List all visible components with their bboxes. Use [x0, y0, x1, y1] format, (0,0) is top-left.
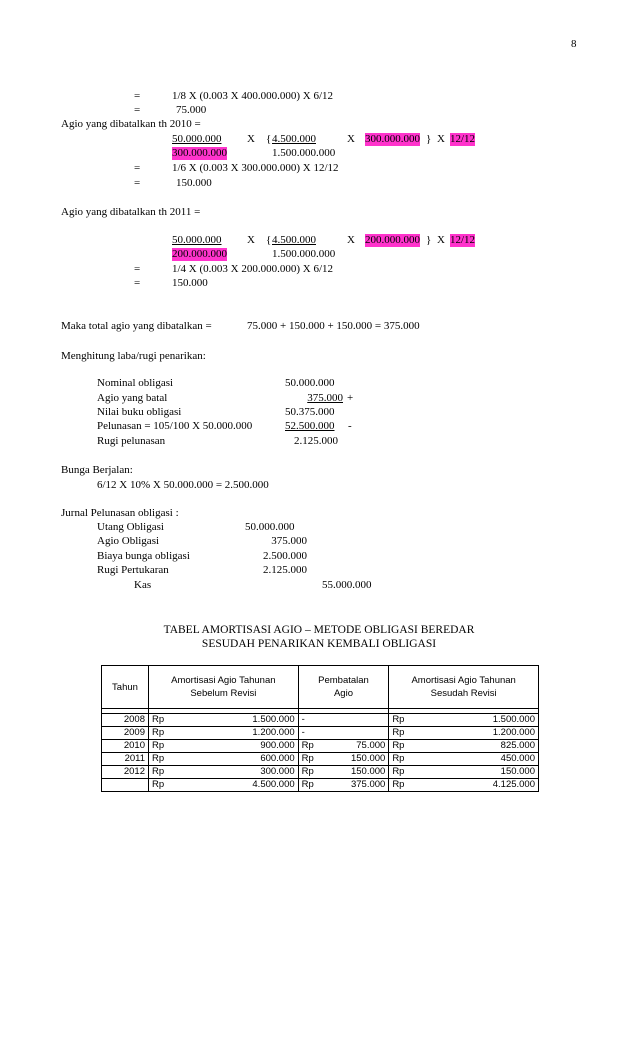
minus-sign: -	[348, 420, 352, 432]
plus-sign: +	[347, 392, 354, 404]
cell-after: 1.200.000	[419, 727, 538, 740]
cell-currency: Rp	[298, 766, 329, 779]
calc-2010-line1: 1/6 X (0.003 X 300.000.000) X 12/12	[172, 162, 339, 174]
jurnal-heading: Jurnal Pelunasan obligasi :	[61, 507, 179, 519]
labarugi-value: 50.375.000	[285, 406, 335, 418]
labarugi-label: Nilai buku obligasi	[97, 406, 182, 418]
agio-2011-label: Agio yang dibatalkan th 2011 =	[61, 206, 201, 218]
numerator-value: 50.000.000	[172, 234, 222, 246]
total-agio-label: Maka total agio yang dibatalkan =	[61, 320, 212, 332]
cell-currency: Rp	[149, 779, 180, 792]
highlighted-denominator: 200.000.000	[172, 248, 227, 260]
table-subtitle: SESUDAH PENARIKAN KEMBALI OBLIGASI	[201, 638, 437, 650]
cell-cancel	[329, 714, 389, 727]
jurnal-debit: 2.500.000	[263, 550, 307, 562]
highlighted-fraction: 12/12	[450, 234, 476, 246]
table-header-row	[102, 666, 539, 709]
highlighted-fraction: 12/12	[450, 133, 476, 145]
header-tahun: Tahun	[102, 666, 149, 709]
table-row	[102, 766, 539, 779]
bunga-line: 6/12 X 10% X 50.000.000 = 2.500.000	[97, 479, 269, 491]
times-sign: X	[347, 133, 355, 145]
cell-year: 2009	[102, 727, 149, 740]
cell-before: 300.000	[179, 766, 298, 779]
cell-cancel: 150.000	[329, 753, 389, 766]
cell-currency: Rp	[389, 714, 420, 727]
denominator-value: 1.500.000.000	[272, 147, 336, 159]
eq-sign: =	[134, 104, 141, 116]
eq-sign: =	[134, 177, 141, 189]
cell-cancel	[329, 727, 389, 740]
labarugi-label: Nominal obligasi	[97, 377, 174, 389]
eq-sign: =	[134, 263, 141, 275]
cell-cancel: 150.000	[329, 766, 389, 779]
jurnal-debit: 50.000.000	[245, 521, 295, 533]
jurnal-credit-account: Kas	[134, 579, 152, 591]
cell-currency: Rp	[149, 740, 180, 753]
header-text: Sesudah Revisi	[430, 688, 497, 699]
bunga-heading: Bunga Berjalan:	[61, 464, 133, 476]
labarugi-heading: Menghitung laba/rugi penarikan:	[61, 350, 206, 362]
highlighted-value: 200.000.000	[365, 234, 420, 246]
times-sign: X	[247, 133, 255, 145]
highlighted-denominator: 300.000.000	[172, 147, 227, 159]
jurnal-account: Rugi Pertukaran	[97, 564, 169, 576]
cell-after: 825.000	[419, 740, 538, 753]
table-row	[102, 740, 539, 753]
cell-year	[102, 779, 149, 792]
cell-after: 450.000	[419, 753, 538, 766]
table-row	[102, 727, 539, 740]
cell-currency: Rp	[149, 766, 180, 779]
brace: {	[266, 133, 272, 145]
cell-currency: Rp	[298, 740, 329, 753]
table-total-row	[102, 779, 539, 792]
page-number: 8	[571, 38, 577, 50]
cell-currency: Rp	[149, 714, 180, 727]
cell-cancel: 75.000	[329, 740, 389, 753]
agio-2010-label: Agio yang dibatalkan th 2010 =	[61, 118, 201, 130]
cell-currency: Rp	[389, 766, 420, 779]
cell-after: 1.500.000	[419, 714, 538, 727]
cell-year: 2008	[102, 714, 149, 727]
labarugi-label: Rugi pelunasan	[97, 435, 166, 447]
times-sign: X	[437, 234, 445, 246]
cell-currency: -	[298, 727, 329, 740]
cell-before: 600.000	[179, 753, 298, 766]
cell-before: 1.500.000	[179, 714, 298, 727]
amortization-table	[101, 665, 539, 792]
jurnal-credit: 55.000.000	[322, 579, 372, 591]
cell-cancel-total: 375.000	[329, 779, 389, 792]
jurnal-debit: 375.000	[271, 535, 307, 547]
cell-year: 2010	[102, 740, 149, 753]
cell-year: 2012	[102, 766, 149, 779]
table-row	[102, 753, 539, 766]
numerator-value: 4.500.000	[272, 133, 316, 145]
header-after-revision	[389, 666, 539, 709]
cell-currency: Rp	[298, 753, 329, 766]
labarugi-value: 50.000.000	[285, 377, 335, 389]
header-text: Sebelum Revisi	[190, 688, 257, 699]
jurnal-account: Biaya bunga obligasi	[97, 550, 190, 562]
header-text: Amortisasi Agio Tahunan	[411, 675, 516, 686]
calc-2009-line1: 1/8 X (0.003 X 400.000.000) X 6/12	[172, 90, 334, 102]
cell-year: 2011	[102, 753, 149, 766]
times-sign: X	[247, 234, 255, 246]
cell-currency: Rp	[389, 740, 420, 753]
labarugi-value: 52.500.000	[285, 420, 335, 432]
highlighted-value: 300.000.000	[365, 133, 420, 145]
numerator-value: 4.500.000	[272, 234, 316, 246]
eq-sign: =	[134, 90, 141, 102]
labarugi-value: 375.000	[307, 392, 343, 404]
jurnal-account: Utang Obligasi	[97, 521, 164, 533]
times-sign: X	[437, 133, 445, 145]
cell-currency: Rp	[389, 779, 420, 792]
cell-after: 150.000	[419, 766, 538, 779]
header-text: Amortisasi Agio Tahunan	[171, 675, 276, 686]
cell-currency: Rp	[389, 727, 420, 740]
labarugi-value: 2.125.000	[294, 435, 338, 447]
jurnal-account: Agio Obligasi	[97, 535, 160, 547]
table-title: TABEL AMORTISASI AGIO – METODE OBLIGASI BEREDAR	[163, 624, 475, 636]
calc-2011-line1: 1/4 X (0.003 X 200.000.000) X 6/12	[172, 263, 334, 275]
labarugi-label: Pelunasan = 105/100 X 50.000.000	[97, 420, 253, 432]
jurnal-debit: 2.125.000	[263, 564, 307, 576]
cell-before: 900.000	[179, 740, 298, 753]
cell-currency: Rp	[298, 779, 329, 792]
header-text: Agio	[333, 688, 353, 699]
eq-sign: =	[134, 277, 141, 289]
header-text: Pembatalan	[318, 675, 369, 686]
times-sign: X	[347, 234, 355, 246]
labarugi-label: Agio yang batal	[97, 392, 168, 404]
table-row	[102, 714, 539, 727]
header-cancellation	[298, 666, 389, 709]
total-agio-value: 75.000 + 150.000 + 150.000 = 375.000	[247, 320, 420, 332]
calc-2009-result: 75.000	[176, 104, 207, 116]
cell-currency: Rp	[149, 753, 180, 766]
calc-2010-result: 150.000	[176, 177, 212, 189]
numerator-value: 50.000.000	[172, 133, 222, 145]
cell-before-total: 4.500.000	[179, 779, 298, 792]
eq-sign: =	[134, 162, 141, 174]
cell-currency: Rp	[389, 753, 420, 766]
brace: }	[426, 234, 432, 246]
calc-2011-result: 150.000	[172, 277, 208, 289]
brace: }	[426, 133, 432, 145]
cell-before: 1.200.000	[179, 727, 298, 740]
header-before-revision	[149, 666, 299, 709]
cell-currency: Rp	[149, 727, 180, 740]
cell-currency: -	[298, 714, 329, 727]
brace: {	[266, 234, 272, 246]
denominator-value: 1.500.000.000	[272, 248, 336, 260]
cell-after-total: 4.125.000	[419, 779, 538, 792]
